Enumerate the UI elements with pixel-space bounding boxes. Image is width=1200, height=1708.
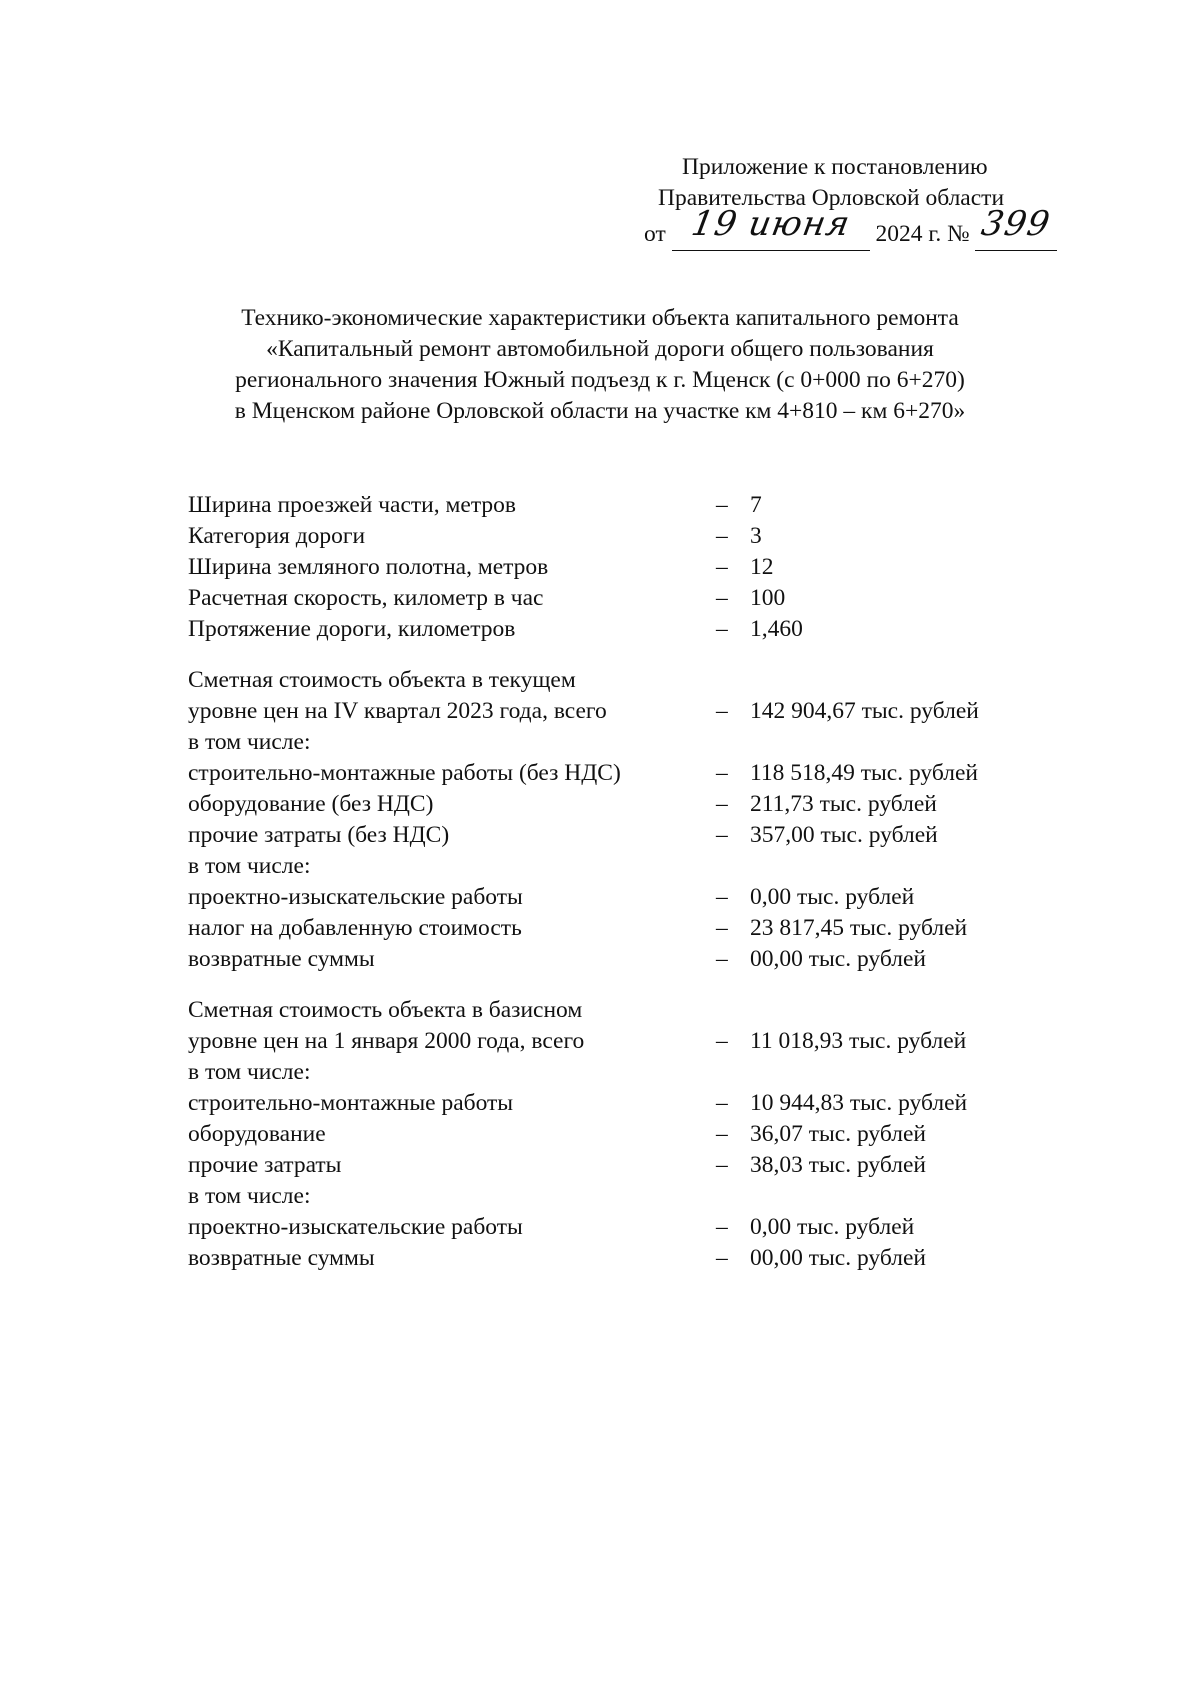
title-line: в Мценском районе Орловской области на участке км 4+810 – км 6+270» bbox=[234, 398, 966, 424]
param-label: строительно-монтажные работы bbox=[188, 1090, 514, 1116]
param-value: 23 817,45 тыс. рублей bbox=[750, 915, 968, 941]
param-row bbox=[188, 1057, 1088, 1088]
param-label: в том числе: bbox=[188, 1183, 311, 1209]
appendix-line-3 bbox=[644, 204, 1057, 251]
param-row bbox=[188, 665, 1088, 696]
title-line: «Капитальный ремонт автомобильной дороги общего пользования bbox=[266, 336, 934, 362]
param-dash: – bbox=[716, 1214, 728, 1240]
param-label: в том числе: bbox=[188, 1059, 311, 1085]
param-value: 10 944,83 тыс. рублей bbox=[750, 1090, 968, 1116]
param-label: возвратные суммы bbox=[188, 946, 375, 972]
appendix-line-2: Правительства Орловской области bbox=[658, 185, 1005, 211]
param-label: Категория дороги bbox=[188, 523, 366, 549]
date-field bbox=[672, 204, 870, 251]
param-dash: – bbox=[716, 1090, 728, 1116]
param-dash: – bbox=[716, 791, 728, 817]
param-value: 38,03 тыс. рублей bbox=[750, 1152, 926, 1178]
param-dash: – bbox=[716, 554, 728, 580]
param-dash: – bbox=[716, 1028, 728, 1054]
param-row bbox=[188, 1212, 1088, 1243]
title-line: Технико-экономические характеристики объекта капитального ремонта bbox=[241, 305, 959, 331]
from-prefix: от bbox=[644, 221, 666, 247]
param-dash: – bbox=[716, 760, 728, 786]
param-value: 3 bbox=[750, 523, 762, 549]
handwritten-number: 399 bbox=[978, 204, 1054, 244]
param-row bbox=[188, 521, 1088, 552]
param-row bbox=[188, 1088, 1088, 1119]
param-row bbox=[188, 882, 1088, 913]
road-parameters-section bbox=[188, 490, 1088, 645]
param-label: Расчетная скорость, километр в час bbox=[188, 585, 544, 611]
year-text: 2024 г. № bbox=[875, 221, 970, 247]
section-spacer bbox=[188, 975, 1088, 995]
param-label: оборудование bbox=[188, 1121, 326, 1147]
param-label: уровне цен на IV квартал 2023 года, всего bbox=[188, 698, 607, 724]
param-label: прочие затраты bbox=[188, 1152, 342, 1178]
param-label: уровне цен на 1 января 2000 года, всего bbox=[188, 1028, 585, 1054]
param-row bbox=[188, 1119, 1088, 1150]
param-label: Протяжение дороги, километров bbox=[188, 616, 516, 642]
param-label: проектно-изыскательские работы bbox=[188, 884, 523, 910]
param-row bbox=[188, 789, 1088, 820]
param-row bbox=[188, 1150, 1088, 1181]
section-spacer bbox=[188, 645, 1088, 665]
param-label: проектно-изыскательские работы bbox=[188, 1214, 523, 1240]
param-dash: – bbox=[716, 523, 728, 549]
param-value: 00,00 тыс. рублей bbox=[750, 946, 926, 972]
param-value: 1,460 bbox=[750, 616, 803, 642]
param-row bbox=[188, 995, 1088, 1026]
param-value: 11 018,93 тыс. рублей bbox=[750, 1028, 967, 1054]
param-label: прочие затраты (без НДС) bbox=[188, 822, 450, 848]
param-row bbox=[188, 1181, 1088, 1212]
param-dash: – bbox=[716, 915, 728, 941]
param-dash: – bbox=[716, 884, 728, 910]
param-dash: – bbox=[716, 822, 728, 848]
param-label: Ширина земляного полотна, метров bbox=[188, 554, 549, 580]
param-value: 357,00 тыс. рублей bbox=[750, 822, 938, 848]
param-dash: – bbox=[716, 1245, 728, 1271]
param-value: 7 bbox=[750, 492, 762, 518]
param-value: 12 bbox=[750, 554, 774, 580]
param-dash: – bbox=[716, 946, 728, 972]
param-row bbox=[188, 758, 1088, 789]
appendix-line-1: Приложение к постановлению bbox=[682, 154, 988, 180]
document-title bbox=[120, 303, 1080, 427]
title-line: регионального значения Южный подъезд к г. Мценск (с 0+000 по 6+270) bbox=[235, 367, 965, 393]
param-row bbox=[188, 1243, 1088, 1274]
param-dash: – bbox=[716, 1121, 728, 1147]
param-label: Сметная стоимость объекта в текущем bbox=[188, 667, 576, 693]
param-row bbox=[188, 552, 1088, 583]
param-label: оборудование (без НДС) bbox=[188, 791, 434, 817]
param-value: 00,00 тыс. рублей bbox=[750, 1245, 926, 1271]
param-label: в том числе: bbox=[188, 729, 311, 755]
param-value: 211,73 тыс. рублей bbox=[750, 791, 937, 817]
param-dash: – bbox=[716, 585, 728, 611]
param-label: налог на добавленную стоимость bbox=[188, 915, 522, 941]
param-dash: – bbox=[716, 698, 728, 724]
param-row bbox=[188, 913, 1088, 944]
param-value: 118 518,49 тыс. рублей bbox=[750, 760, 978, 786]
param-label: строительно-монтажные работы (без НДС) bbox=[188, 760, 621, 786]
characteristics-list bbox=[188, 490, 1088, 1274]
param-row bbox=[188, 583, 1088, 614]
param-row bbox=[188, 696, 1088, 727]
param-row bbox=[188, 820, 1088, 851]
param-value: 0,00 тыс. рублей bbox=[750, 884, 915, 910]
number-field bbox=[975, 204, 1057, 251]
base-cost-section bbox=[188, 995, 1088, 1274]
param-dash: – bbox=[716, 1152, 728, 1178]
param-row bbox=[188, 727, 1088, 758]
param-label: Ширина проезжей части, метров bbox=[188, 492, 516, 518]
param-label: в том числе: bbox=[188, 853, 311, 879]
param-row bbox=[188, 944, 1088, 975]
param-value: 0,00 тыс. рублей bbox=[750, 1214, 915, 1240]
param-row bbox=[188, 1026, 1088, 1057]
handwritten-date: 19 июня bbox=[688, 204, 854, 244]
param-value: 100 bbox=[750, 585, 786, 611]
param-label: возвратные суммы bbox=[188, 1245, 375, 1271]
param-dash: – bbox=[716, 492, 728, 518]
param-value: 142 904,67 тыс. рублей bbox=[750, 698, 979, 724]
param-row bbox=[188, 614, 1088, 645]
param-dash: – bbox=[716, 616, 728, 642]
param-row bbox=[188, 490, 1088, 521]
current-cost-section bbox=[188, 665, 1088, 975]
param-value: 36,07 тыс. рублей bbox=[750, 1121, 926, 1147]
param-label: Сметная стоимость объекта в базисном bbox=[188, 997, 583, 1023]
param-row bbox=[188, 851, 1088, 882]
